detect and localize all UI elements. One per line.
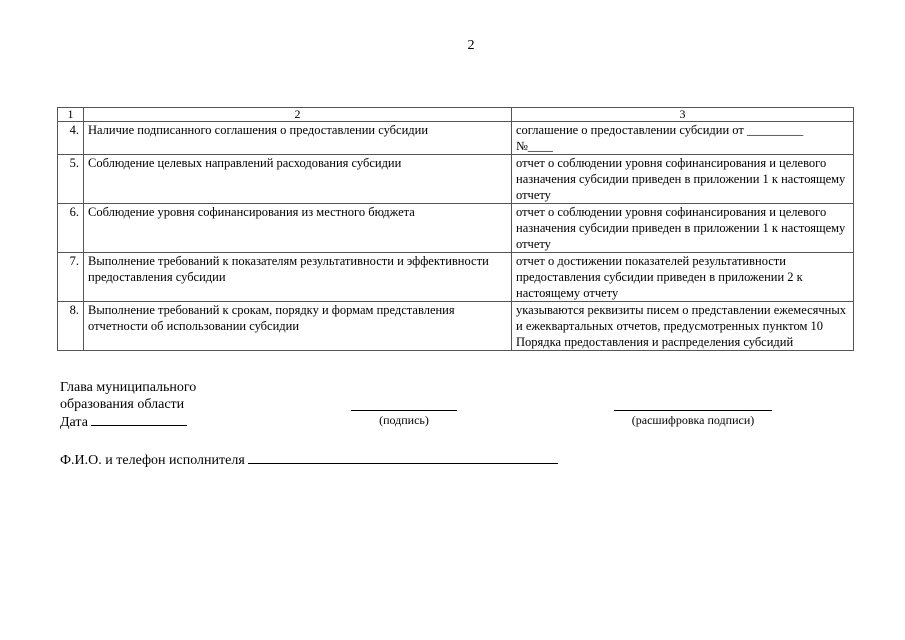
table-row bbox=[58, 302, 854, 351]
confirmation-cell: отчет о достижении показателей результативности предоставления субсидии приведен в приложении 2 к настоящему отчету bbox=[512, 253, 854, 302]
signature-caption: (подпись) bbox=[379, 413, 429, 427]
decryption-rule bbox=[614, 410, 772, 411]
date-label: Дата bbox=[60, 415, 88, 430]
confirmation-cell: отчет о соблюдении уровня софинансирования и целевого назначения субсидии приведен в приложении 1 к настоящему отчету bbox=[512, 204, 854, 253]
confirmation-cell: указываются реквизиты писем о представлении ежемесячных и ежеквартальных отчетов, предусмотренных пунктом 10 Порядка предоставления и распределения субсидий bbox=[512, 302, 854, 351]
confirmation-text: соглашение о предоставлении субсидии от _________ bbox=[516, 123, 804, 137]
executor-blank bbox=[248, 451, 558, 464]
table-row bbox=[58, 204, 854, 253]
row-number: 8. bbox=[58, 302, 84, 351]
requirement-cell: Наличие подписанного соглашения о предоставлении субсидии bbox=[84, 122, 512, 155]
confirmation-cell: отчет о соблюдении уровня софинансирования и целевого назначения субсидии приведен в приложении 1 к настоящему отчету bbox=[512, 155, 854, 204]
head-title-line2: образования области bbox=[60, 397, 185, 412]
date-field bbox=[60, 413, 196, 431]
signature-block bbox=[60, 379, 196, 431]
row-number: 4. bbox=[58, 122, 84, 155]
header-col-1: 1 bbox=[58, 108, 84, 122]
table-header-row bbox=[58, 108, 854, 122]
head-title-line1: Глава муниципального bbox=[60, 380, 197, 395]
row-number: 5. bbox=[58, 155, 84, 204]
signature-field bbox=[351, 410, 457, 428]
requirement-cell: Выполнение требований к показателям результативности и эффективности предоставления субсидии bbox=[84, 253, 512, 302]
row-number: 6. bbox=[58, 204, 84, 253]
requirement-cell: Соблюдение целевых направлений расходования субсидии bbox=[84, 155, 512, 204]
decryption-caption: (расшифровка подписи) bbox=[631, 413, 755, 427]
report-table bbox=[57, 107, 854, 351]
header-col-3: 3 bbox=[512, 108, 854, 122]
table-row bbox=[58, 122, 854, 155]
executor-label: Ф.И.О. и телефон исполнителя bbox=[60, 453, 245, 468]
requirement-cell: Соблюдение уровня софинансирования из местного бюджета bbox=[84, 204, 512, 253]
signature-rule bbox=[351, 410, 457, 411]
table-row bbox=[58, 253, 854, 302]
confirmation-number: №____ bbox=[516, 139, 553, 153]
decryption-field bbox=[614, 410, 772, 428]
confirmation-cell bbox=[512, 122, 854, 155]
table-row bbox=[58, 155, 854, 204]
row-number: 7. bbox=[58, 253, 84, 302]
requirement-cell: Выполнение требований к срокам, порядку и формам представления отчетности об использовании субсидии bbox=[84, 302, 512, 351]
executor-field bbox=[60, 451, 558, 469]
header-col-2: 2 bbox=[84, 108, 512, 122]
page-number: 2 bbox=[467, 38, 475, 53]
date-blank bbox=[91, 413, 187, 426]
